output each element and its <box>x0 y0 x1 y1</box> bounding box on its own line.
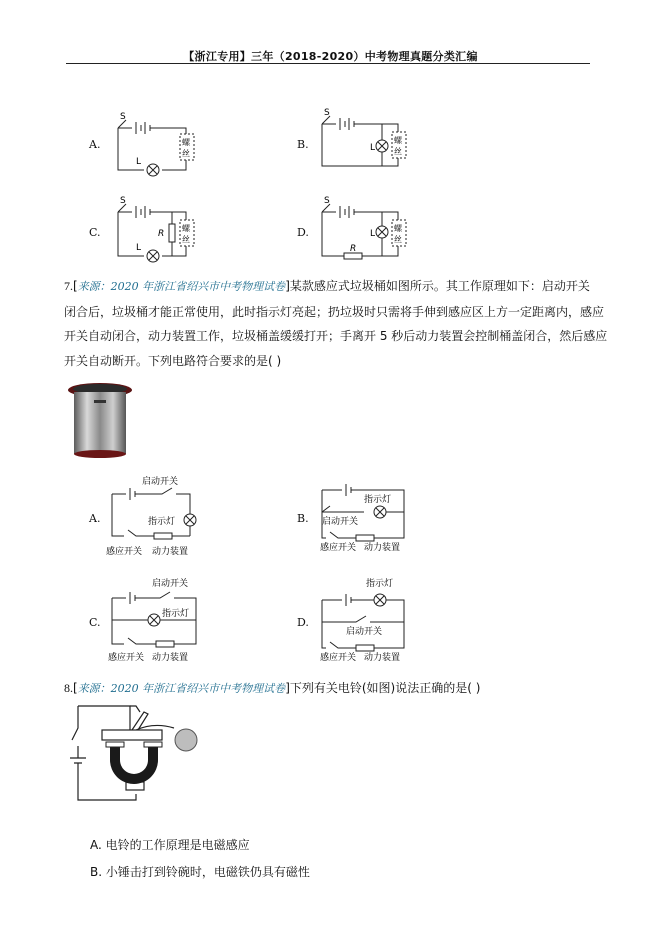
page-header: 【浙江专用】三年（2018-2020）中考物理真题分类汇编 <box>183 50 478 63</box>
q7-d-start-label: 启动开关 <box>346 627 383 637</box>
q6-c-switch-label: S <box>120 196 126 206</box>
q7-option-c-circuit <box>104 574 214 664</box>
q6-a-switch-label: S <box>120 112 126 122</box>
q7-a-start-label: 启动开关 <box>142 477 179 487</box>
q6-option-b-circuit <box>310 106 420 178</box>
q6-d-lamp-label: L <box>370 229 376 239</box>
q6-b-switch-label: S <box>324 108 330 118</box>
q6-c-screw-1: 螺 <box>182 224 190 233</box>
q7-a-sensor-label: 感应开关 <box>106 547 143 557</box>
q7-d-motor-label: 动力装置 <box>364 653 401 663</box>
q7-option-d-letter: D. <box>297 616 309 629</box>
q8-answer-b-letter: B. <box>90 865 103 879</box>
q6-option-d-letter: D. <box>297 226 309 239</box>
q7-source-close: ] <box>285 279 290 293</box>
q7-line-4: 开关自动断开。下列电路符合要求的是( ) <box>64 353 282 368</box>
q6-c-resistor-label: R <box>158 229 165 239</box>
q7-line-3: 开关自动闭合，动力装置工作，垃圾桶盖缓缓打开；手离开 5 秒后动力装置会控制桶盖闭合，然后感应 <box>64 329 608 343</box>
q7-number: 7. <box>64 279 73 293</box>
q6-a-lamp-label: L <box>136 157 142 167</box>
q6-option-c-circuit <box>100 196 210 268</box>
electric-bell-diagram <box>66 700 206 806</box>
q7-b-start-label: 启动开关 <box>322 517 359 527</box>
trash-can-image <box>64 378 136 462</box>
q6-b-screw-1: 螺 <box>394 136 402 145</box>
q7-source-open: [ <box>73 279 78 293</box>
q8-stem <box>64 676 594 702</box>
q6-a-screw-2: 丝 <box>182 149 190 158</box>
q6-d-switch-label: S <box>324 196 330 206</box>
q7-b-motor-label: 动力装置 <box>364 543 401 553</box>
q8-answer-a <box>90 836 250 853</box>
q7-line-1: 某款感应式垃圾桶如图所示。其工作原理如下：启动开关 <box>289 279 590 293</box>
q7-c-indicator-label: 指示灯 <box>162 609 190 619</box>
q8-source-open: [ <box>73 681 78 695</box>
q8-answer-b <box>90 863 310 880</box>
q7-option-a-circuit <box>104 472 214 562</box>
q6-b-screw-2: 丝 <box>394 147 402 156</box>
q6-d-screw-1: 螺 <box>394 224 402 233</box>
q6-option-a-letter: A. <box>89 138 101 151</box>
q7-line-2: 闭合后，垃圾桶才能正常使用，此时指示灯亮起；扔垃圾时只需将手伸到感应区上方一定距离内，感应 <box>64 304 605 319</box>
q7-option-a-letter: A. <box>89 512 101 525</box>
header-divider <box>66 63 590 64</box>
q8-stem-text: 下列有关电铃(如图)说法正确的是( ) <box>289 681 481 695</box>
q7-option-b-letter: B. <box>297 512 309 525</box>
q6-b-lamp-label: L <box>370 143 376 153</box>
q7-a-motor-label: 动力装置 <box>152 547 189 557</box>
q7-c-start-label: 启动开关 <box>152 579 189 589</box>
q7-c-motor-label: 动力装置 <box>152 653 189 663</box>
q6-d-resistor-label: R <box>350 244 357 254</box>
q6-option-a-circuit <box>100 108 210 180</box>
q8-answer-a-letter: A. <box>90 838 102 852</box>
q7-b-sensor-label: 感应开关 <box>320 543 357 553</box>
q6-option-b-letter: B. <box>297 138 309 151</box>
q7-a-indicator-label: 指示灯 <box>148 517 176 527</box>
q7-option-c-letter: C. <box>89 616 101 629</box>
q8-number: 8. <box>64 681 73 695</box>
q6-c-lamp-label: L <box>136 243 142 253</box>
q8-source: 来源：2020 年浙江省绍兴市中考物理试卷 <box>77 682 286 695</box>
q7-b-indicator-label: 指示灯 <box>364 495 392 505</box>
q6-c-screw-2: 丝 <box>182 235 190 244</box>
q8-answer-a-text: 电铃的工作原理是电磁感应 <box>105 838 250 852</box>
q7-option-d-circuit <box>316 574 426 664</box>
q7-stem <box>64 274 608 373</box>
q7-c-sensor-label: 感应开关 <box>108 653 145 663</box>
q6-option-c-letter: C. <box>89 226 101 239</box>
q8-answer-b-text: 小锤击打到铃碗时，电磁铁仍具有磁性 <box>105 865 310 879</box>
q8-source-close: ] <box>285 681 290 695</box>
q7-d-sensor-label: 感应开关 <box>320 653 357 663</box>
q7-option-b-circuit <box>316 478 426 564</box>
q6-option-d-circuit <box>310 196 420 268</box>
q7-source: 来源：2020 年浙江省绍兴市中考物理试卷 <box>77 280 286 293</box>
q6-d-screw-2: 丝 <box>394 235 402 244</box>
q7-d-indicator-label: 指示灯 <box>366 579 394 589</box>
q6-a-screw-1: 螺 <box>182 138 190 147</box>
